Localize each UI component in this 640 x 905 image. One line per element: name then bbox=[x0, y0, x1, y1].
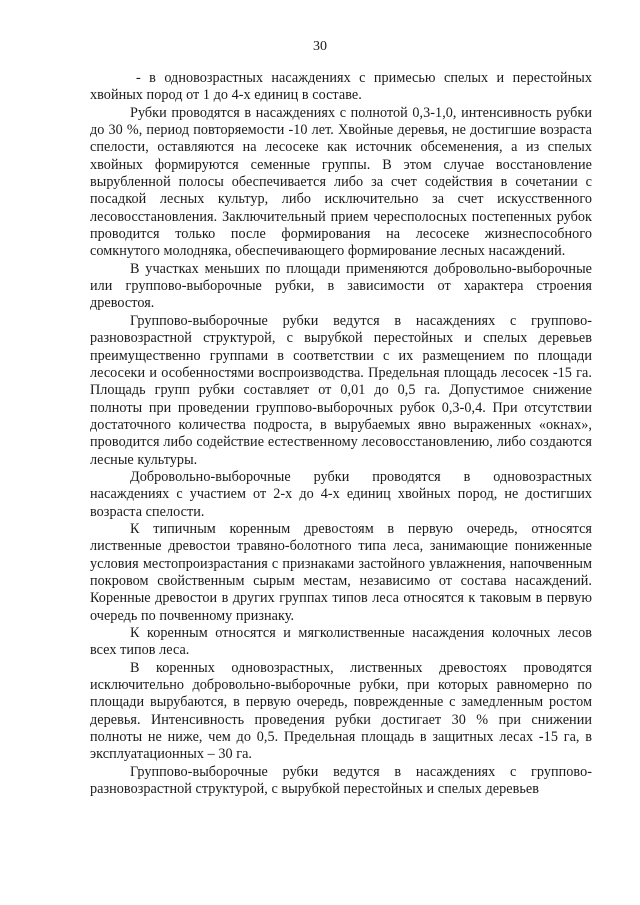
body-text bbox=[90, 70, 592, 798]
paragraph-group-selective-continued: Группово-выборочные рубки ведутся в насаждениях с группово-разновозрастной структурой, с вырубкой перестойных и спелых деревьев bbox=[90, 763, 592, 798]
paragraph-bullet-mixed-stands: - в одновозрастных насаждениях с примесью спелых и перестойных хвойных пород от 1 до 4-х единиц в составе. bbox=[90, 70, 592, 104]
paragraph-soft-deciduous-stands: К коренным относятся и мягколиственные насаждения колочных лесов всех типов леса. bbox=[90, 625, 592, 659]
paragraph-cutting-intensity: Рубки проводятся в насаждениях с полнотой 0,3-1,0, интенсивность рубки до 30 %, период повторяемости -10 лет. Хвойные деревья, не достигшие возраста спелости, оставляются на лесосеке как источник обсеменения, а из спелых хвойных формируются семенные группы. В этом случае восстановление вырубленной полосы обеспечивается либо за счет содействия в сочетании с посадкой лесных культур, либо исключительно за счет искусственного лесовосстановления. Заключительный прием чересполосных постепенных рубок проводится только после формирования на лесосеке жизнеспособного сомкнутого молодняка, обеспечивающего формирование лесных насаждений. bbox=[90, 104, 592, 260]
paragraph-group-selective-cutting: Группово-выборочные рубки ведутся в насаждениях с группово-разновозрастной структурой, с вырубкой перестойных и спелых деревьев преимущественно группами в соответствии с их размещением по площади лесосеки и особенностями воспроизводства. Предельная площадь лесосек -15 га. Площадь групп рубки составляет от 0,01 до 0,5 га. Допустимое снижение полноты при проведении группово-выборочных рубок 0,3-0,4. При отсутствии достаточного количества подроста, в вырубаемых явно выраженных «окнах», проводится либо содействие естественному лесовосстановлению, либо создаются лесные культуры. bbox=[90, 312, 592, 468]
paragraph-smaller-areas: В участках меньших по площади применяются добровольно-выборочные или группово-выборочные рубки, в зависимости от характера строения древостоя. bbox=[90, 260, 592, 312]
paragraph-native-even-aged-stands: В коренных одновозрастных, лиственных древостоях проводятся исключительно добровольно-выборочные рубки, при которых равномерно по площади вырубаются, в первую очередь, поврежденные с замедленным ростом деревья. Интенсивность проведения рубки достигает 30 % при снижении полноты не ниже, чем до 0,5. Предельная площадь в защитных лесах -15 га, в эксплуатационных – 30 га. bbox=[90, 659, 592, 763]
paragraph-voluntary-selective-cutting: Добровольно-выборочные рубки проводятся в одновозрастных насаждениях с участием от 2-х до 4-х единиц хвойных пород, не достигших возраста спелости. bbox=[90, 468, 592, 520]
paragraph-typical-native-stands: К типичным коренным древостоям в первую очередь, относятся лиственные древостои травяно-болотного типа леса, занимающие пониженные условия местопроизрастания с признаками застойного увлажнения, напочвенным покровом свойственным сырым местам, независимо от состава насаждений. Коренные древостои в других группах типов леса относятся к таковым в первую очередь по почвенному признаку. bbox=[90, 520, 592, 624]
page-number: 30 bbox=[313, 39, 327, 54]
